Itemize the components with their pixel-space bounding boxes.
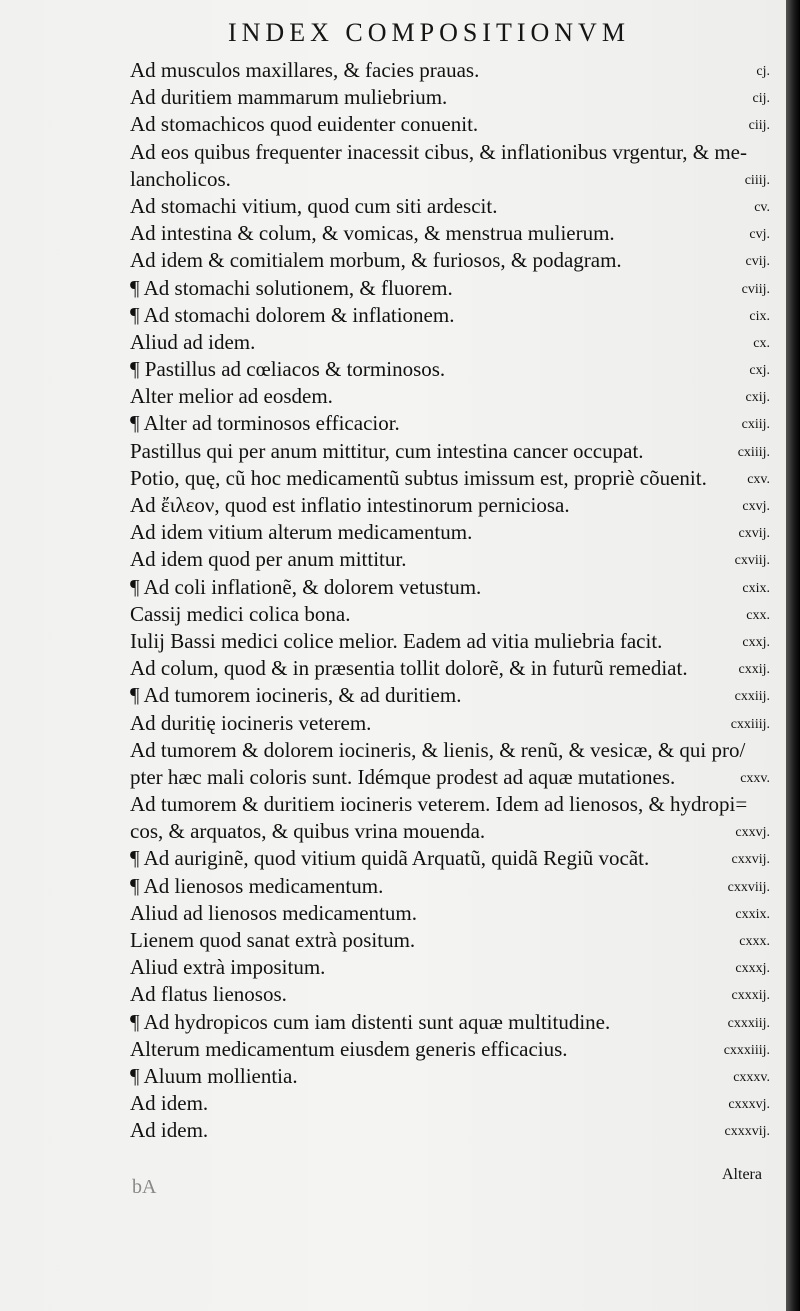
index-entry xyxy=(130,139,770,166)
entry-number: cxvj. xyxy=(742,499,770,514)
entry-number: cxxviij. xyxy=(727,879,770,895)
entry-text: Lienem quod sanat extrà positum. xyxy=(130,928,416,952)
entry-text: Aliud ad idem. xyxy=(130,329,256,354)
entry-text: Cassij medici colica bona. xyxy=(130,601,351,626)
entry-text: Ad idem. xyxy=(130,1118,209,1143)
catchword: Altera xyxy=(722,1166,762,1183)
index-entry xyxy=(130,1009,770,1036)
index-entry xyxy=(130,818,770,845)
entry-number: cxxxj. xyxy=(735,961,770,977)
index-entry xyxy=(130,845,770,872)
entry-text: cos, & arquatos, & quibus vrina mouenda. xyxy=(130,819,486,844)
entry-text: Aliud extrà impositum. xyxy=(130,955,326,980)
entry-number: cxix. xyxy=(742,580,770,596)
entry-number: cxv. xyxy=(747,471,770,487)
index-entry xyxy=(130,873,770,900)
entry-text: ¶ Ad stomachi dolorem & inflationem. xyxy=(130,302,455,327)
index-entry xyxy=(130,1090,770,1117)
entry-number: cxiij. xyxy=(741,417,770,433)
index-entry xyxy=(130,410,770,437)
entry-text: Ad idem vitium alterum medicamentum. xyxy=(130,520,473,545)
index-entry xyxy=(130,764,770,791)
running-head: INDEX COMPOSITIONVM xyxy=(228,18,630,47)
entry-number: cxxiiij. xyxy=(730,716,770,732)
index-entry xyxy=(130,166,770,193)
entry-text: ¶ Aluum mollientia. xyxy=(130,1063,298,1088)
index-entry xyxy=(130,383,770,410)
entry-number: cxvij. xyxy=(738,526,770,542)
entry-text: ¶ Ad coli inflationẽ, & dolorem vetustum. xyxy=(130,574,482,599)
entry-number: ciij. xyxy=(748,118,770,134)
index-entry xyxy=(130,438,770,465)
index-entry xyxy=(130,900,770,927)
index-entry xyxy=(130,628,770,655)
entry-number: cxxxiiij. xyxy=(723,1042,770,1058)
entry-text: Ad flatus lienosos. xyxy=(130,982,287,1007)
index-entry xyxy=(130,247,770,274)
entry-number: cxxxiij. xyxy=(727,1015,770,1031)
book-gutter xyxy=(786,0,800,1311)
entry-number: cxij. xyxy=(745,390,770,406)
entry-number: cv. xyxy=(754,199,770,215)
entry-number: cix. xyxy=(749,308,770,324)
index-entry xyxy=(130,1117,770,1144)
index-entry xyxy=(130,492,770,519)
index-entry xyxy=(130,465,770,492)
entry-text: ¶ Ad stomachi solutionem, & fluorem. xyxy=(130,275,453,300)
entry-number: ciiij. xyxy=(744,172,770,188)
index-entry xyxy=(130,574,770,601)
signature-mark: bA xyxy=(132,1176,157,1198)
index-entry xyxy=(130,84,770,111)
entry-number: cxxvj. xyxy=(735,825,770,841)
index-entry xyxy=(130,927,770,954)
entry-text: Ad colum, quod & in præsentia tollit dolorẽ, & in futurũ remediat. xyxy=(130,656,688,681)
index-entry xyxy=(130,655,770,682)
entry-text: ¶ Alter ad torminosos efficacior. xyxy=(130,411,400,436)
entry-number: cxxj. xyxy=(742,634,770,650)
index-entry xyxy=(130,710,770,737)
index-entry xyxy=(130,519,770,546)
entry-text: Ad musculos maxillares, & facies prauas. xyxy=(130,58,480,82)
entry-text: ¶ Ad auriginẽ, quod vitium quidã Arquatũ, quidã Regiũ vocãt. xyxy=(130,846,650,871)
entry-text: Ad ἔιλεον, quod est inflatio intestinorum perniciosa. xyxy=(130,493,570,517)
entry-text: Alterum medicamentum eiusdem generis efficacius. xyxy=(130,1036,568,1061)
entry-number: cxxvij. xyxy=(731,852,770,868)
entry-number: cvj. xyxy=(749,227,770,243)
index-entry xyxy=(130,220,770,247)
entry-number: cxxxvij. xyxy=(724,1124,770,1140)
entry-number: cvij. xyxy=(745,254,770,270)
entry-number: cxxiij. xyxy=(734,689,770,705)
entry-number: cxxij. xyxy=(738,662,770,678)
entry-number: cij. xyxy=(752,91,770,107)
entry-number: cxxxvj. xyxy=(728,1097,770,1113)
index-entry xyxy=(130,682,770,709)
index-entry xyxy=(130,57,770,84)
index-entry xyxy=(130,275,770,302)
entry-number: cxx. xyxy=(746,607,770,623)
entry-number: cviij. xyxy=(741,281,770,297)
entry-text: Ad stomachicos quod euidenter conuenit. xyxy=(130,112,479,137)
entry-text: ¶ Pastillus ad cœliacos & torminosos. xyxy=(130,357,446,382)
entry-text: Ad eos quibus frequenter inacessit cibus, & inflationibus vrgentur, & me- xyxy=(130,139,747,164)
entry-number: cxxxij. xyxy=(731,988,770,1004)
index-entry xyxy=(130,601,770,628)
index-entry xyxy=(130,111,770,138)
entry-text: Ad idem quod per anum mittitur. xyxy=(130,547,407,572)
index-entry xyxy=(130,737,770,764)
entry-number: cxxv. xyxy=(740,770,770,786)
index-entry xyxy=(130,546,770,573)
index-entry xyxy=(130,329,770,356)
entry-text: ¶ Ad lienosos medicamentum. xyxy=(130,873,384,898)
entry-text: Iulij Bassi medici colice melior. Eadem ad vitia muliebria facit. xyxy=(130,628,663,653)
entry-text: Ad idem. xyxy=(130,1091,209,1116)
entry-text: Alter melior ad eosdem. xyxy=(130,384,333,409)
entry-text: Ad duritię iocineris veterem. xyxy=(130,710,372,735)
entry-number: cxxix. xyxy=(735,906,770,922)
entry-number: cj. xyxy=(756,64,770,79)
index-entry xyxy=(130,1036,770,1063)
entry-text: Ad stomachi vitium, quod cum siti ardescit. xyxy=(130,193,498,218)
index-entry xyxy=(130,1063,770,1090)
index-entry xyxy=(130,954,770,981)
entry-text: Ad tumorem & duritiem iocineris veterem. Idem ad lienosos, & hydropi= xyxy=(130,792,748,817)
entry-number: cxviij. xyxy=(734,553,770,569)
entry-text: Ad duritiem mammarum muliebrium. xyxy=(130,85,448,110)
entry-text: lancholicos. xyxy=(130,166,231,191)
entry-text: pter hæc mali coloris sunt. Idémque prodest ad aquæ mutationes. xyxy=(130,764,676,789)
entry-number: cxj. xyxy=(749,363,770,379)
entry-number: cxiiij. xyxy=(737,444,770,460)
index-entry xyxy=(130,302,770,329)
entry-number: cxxx. xyxy=(739,934,770,949)
index-entry xyxy=(130,356,770,383)
entry-text: Pastillus qui per anum mittitur, cum intestina cancer occupat. xyxy=(130,438,644,463)
entry-text: ¶ Ad hydropicos cum iam distenti sunt aquæ multitudine. xyxy=(130,1009,611,1034)
entry-number: cx. xyxy=(753,335,770,351)
index-entry xyxy=(130,981,770,1008)
entry-text: Ad tumorem & dolorem iocineris, & lienis, & renũ, & vesicæ, & qui pro/ xyxy=(130,737,746,762)
entry-text: Ad intestina & colum, & vomicas, & menstrua mulierum. xyxy=(130,221,615,246)
entry-text: Potio, quę, cũ hoc medicamentũ subtus imissum est, propriè cõuenit. xyxy=(130,465,707,490)
entry-text: ¶ Ad tumorem iocineris, & ad duritiem. xyxy=(130,683,462,708)
index-entry xyxy=(130,193,770,220)
index-entries xyxy=(130,57,770,1145)
entry-text: Ad idem & comitialem morbum, & furiosos, & podagram. xyxy=(130,248,622,273)
entry-number: cxxxv. xyxy=(733,1069,770,1085)
entry-text: Aliud ad lienosos medicamentum. xyxy=(130,900,417,925)
index-entry xyxy=(130,791,770,818)
